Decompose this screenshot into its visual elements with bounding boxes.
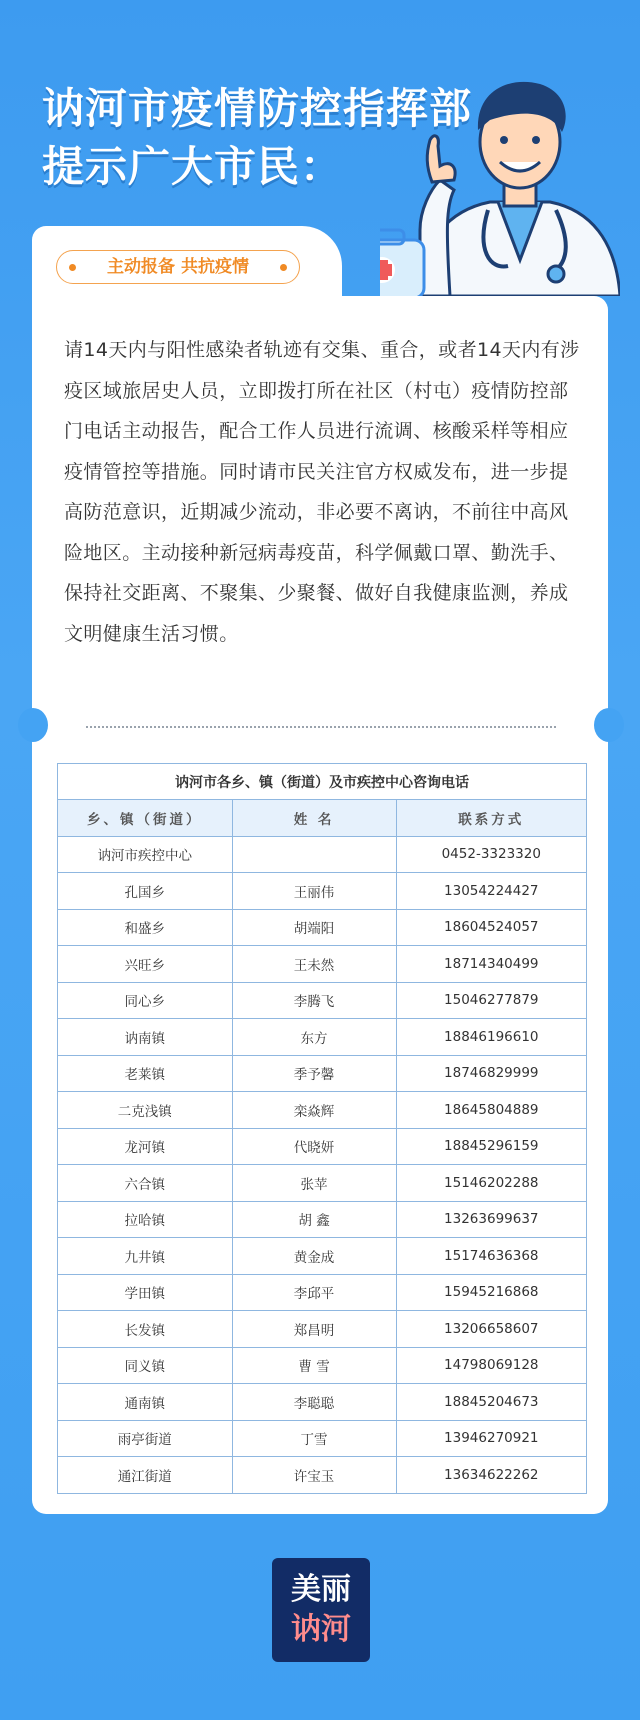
table-row — [58, 1311, 587, 1348]
name-cell: 许宝玉 — [232, 1457, 396, 1494]
phone-cell: 15146202288 — [396, 1165, 586, 1202]
name-cell: 丁雪 — [232, 1420, 396, 1457]
column-header-town: 乡、镇（街道） — [58, 800, 233, 837]
table-row — [58, 982, 587, 1019]
table-row — [58, 1347, 587, 1384]
notice-paragraph: 请14天内与阳性感染者轨迹有交集、重合，或者14天内有涉疫区域旅居史人员，立即拨打所在社区（村屯）疫情防控部门电话主动报告，配合工作人员进行流调、核酸采样等相应疫情管控等措施。同时请市民关注官方权威发布，进一步提高防范意识，近期减少流动，非必要不离讷，不前往中高风险地区。主动接种新冠病毒疫苗，科学佩戴口罩、勤洗手、保持社交距离、不聚集、少聚餐、做好自我健康监测，养成文明健康生活习惯。 — [64, 339, 580, 645]
town-cell: 和盛乡 — [58, 909, 233, 946]
card-notch-right — [594, 708, 624, 742]
town-cell: 六合镇 — [58, 1165, 233, 1202]
table-row — [58, 836, 587, 873]
town-cell: 雨亭街道 — [58, 1420, 233, 1457]
logo-line-1: 美丽 — [291, 1572, 351, 1607]
name-cell — [232, 836, 396, 873]
name-cell: 李聪聪 — [232, 1384, 396, 1421]
name-cell: 季予馨 — [232, 1055, 396, 1092]
phone-cell: 13634622262 — [396, 1457, 586, 1494]
table-row — [58, 1238, 587, 1275]
contact-table — [57, 763, 587, 1494]
town-cell: 拉哈镇 — [58, 1201, 233, 1238]
phone-cell: 15945216868 — [396, 1274, 586, 1311]
phone-cell: 18746829999 — [396, 1055, 586, 1092]
table-row — [58, 1128, 587, 1165]
name-cell: 代晓妍 — [232, 1128, 396, 1165]
table-row — [58, 1092, 587, 1129]
town-cell: 龙河镇 — [58, 1128, 233, 1165]
name-cell: 曹 雪 — [232, 1347, 396, 1384]
table-row — [58, 1420, 587, 1457]
town-cell: 老莱镇 — [58, 1055, 233, 1092]
logo-line-2: 讷河 — [291, 1612, 351, 1647]
table-caption: 讷河市各乡、镇（街道）及市疾控中心咨询电话 — [58, 764, 587, 800]
name-cell: 王丽伟 — [232, 873, 396, 910]
city-logo — [272, 1558, 370, 1662]
name-cell: 郑昌明 — [232, 1311, 396, 1348]
town-cell: 学田镇 — [58, 1274, 233, 1311]
name-cell: 李腾飞 — [232, 982, 396, 1019]
phone-cell: 18846196610 — [396, 1019, 586, 1056]
town-cell: 同心乡 — [58, 982, 233, 1019]
name-cell: 东方 — [232, 1019, 396, 1056]
table-row — [58, 1055, 587, 1092]
town-cell: 通江街道 — [58, 1457, 233, 1494]
phone-cell: 13054224427 — [396, 873, 586, 910]
phone-cell: 14798069128 — [396, 1347, 586, 1384]
name-cell: 栾焱辉 — [232, 1092, 396, 1129]
name-cell: 胡 鑫 — [232, 1201, 396, 1238]
name-cell: 王未然 — [232, 946, 396, 983]
phone-cell: 15174636368 — [396, 1238, 586, 1275]
table-row — [58, 1201, 587, 1238]
table-row — [58, 1384, 587, 1421]
title-line-2: 提示广大市民： — [42, 142, 344, 191]
card-notch-left — [18, 708, 48, 742]
town-cell: 兴旺乡 — [58, 946, 233, 983]
phone-cell: 13946270921 — [396, 1420, 586, 1457]
title-line-1: 讷河市疫情防控指挥部 — [42, 84, 473, 133]
town-cell: 同义镇 — [58, 1347, 233, 1384]
section-pill: 主动报备 共抗疫情 — [56, 250, 300, 284]
table-row — [58, 873, 587, 910]
table-row — [58, 1457, 587, 1494]
table-row — [58, 909, 587, 946]
table-row — [58, 1019, 587, 1056]
doctor-illustration — [380, 70, 620, 296]
name-cell: 胡端阳 — [232, 909, 396, 946]
dotted-divider — [86, 726, 556, 728]
name-cell: 黄金成 — [232, 1238, 396, 1275]
phone-cell: 18645804889 — [396, 1092, 586, 1129]
name-cell: 张苹 — [232, 1165, 396, 1202]
table-row — [58, 1165, 587, 1202]
medical-kit-icon — [380, 230, 424, 296]
column-header-name: 姓 名 — [232, 800, 396, 837]
phone-cell: 18845296159 — [396, 1128, 586, 1165]
phone-cell: 15046277879 — [396, 982, 586, 1019]
phone-cell: 13263699637 — [396, 1201, 586, 1238]
town-cell: 通南镇 — [58, 1384, 233, 1421]
phone-cell: 18845204673 — [396, 1384, 586, 1421]
phone-cell: 0452-3323320 — [396, 836, 586, 873]
town-cell: 九井镇 — [58, 1238, 233, 1275]
phone-cell: 18714340499 — [396, 946, 586, 983]
phone-cell: 13206658607 — [396, 1311, 586, 1348]
town-cell: 孔国乡 — [58, 873, 233, 910]
town-cell: 讷南镇 — [58, 1019, 233, 1056]
column-header-phone: 联系方式 — [396, 800, 586, 837]
town-cell: 讷河市疾控中心 — [58, 836, 233, 873]
town-cell: 二克浅镇 — [58, 1092, 233, 1129]
name-cell: 李邱平 — [232, 1274, 396, 1311]
phone-cell: 18604524057 — [396, 909, 586, 946]
town-cell: 长发镇 — [58, 1311, 233, 1348]
table-row — [58, 946, 587, 983]
table-row — [58, 1274, 587, 1311]
